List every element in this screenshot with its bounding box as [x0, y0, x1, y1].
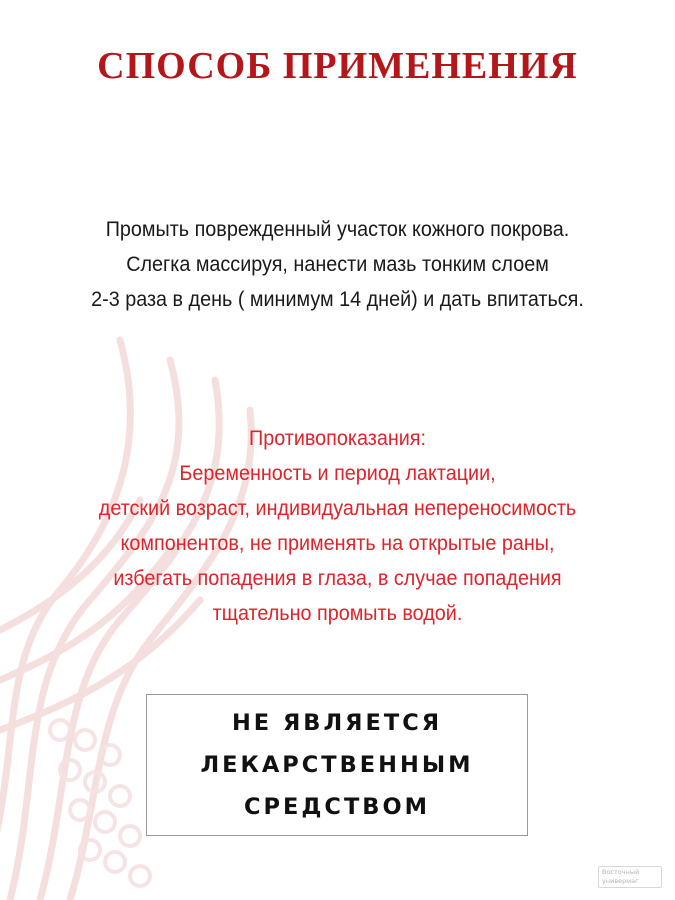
contraindications-heading: Противопоказания:: [248, 426, 427, 450]
usage-line: Слегка массируя, нанести мазь тонким слоем: [126, 252, 549, 276]
usage-line: 2-3 раза в день ( минимум 14 дней) и дать впитаться.: [91, 287, 584, 311]
notice-line: НЕ ЯВЛЯЕТСЯ: [231, 710, 443, 736]
watermark-line: Восточный: [602, 868, 640, 876]
notice-line: ЛЕКАРСТВЕННЫМ: [200, 752, 474, 778]
store-watermark: [598, 866, 662, 888]
usage-instructions: [27, 212, 648, 317]
not-a-medicine-notice: [146, 694, 528, 836]
watermark-line: универмаг: [602, 877, 639, 885]
usage-line: Промыть поврежденный участок кожного покрова.: [105, 217, 570, 241]
contraindications-line: избегать попадения в глаза, в случае попадения: [113, 566, 562, 590]
contraindications-line: компонентов, не применять на открытые раны,: [120, 531, 555, 555]
contraindications-block: [27, 421, 648, 631]
notice-line: СРЕДСТВОМ: [244, 794, 430, 820]
contraindications-line: детский возраст, индивидуальная непереносимость: [98, 496, 577, 520]
page-title: СПОСОБ ПРИМЕНЕНИЯ: [97, 45, 578, 87]
contraindications-line: тщательно промыть водой.: [212, 601, 463, 625]
contraindications-line: Беременность и период лактации,: [179, 461, 496, 485]
